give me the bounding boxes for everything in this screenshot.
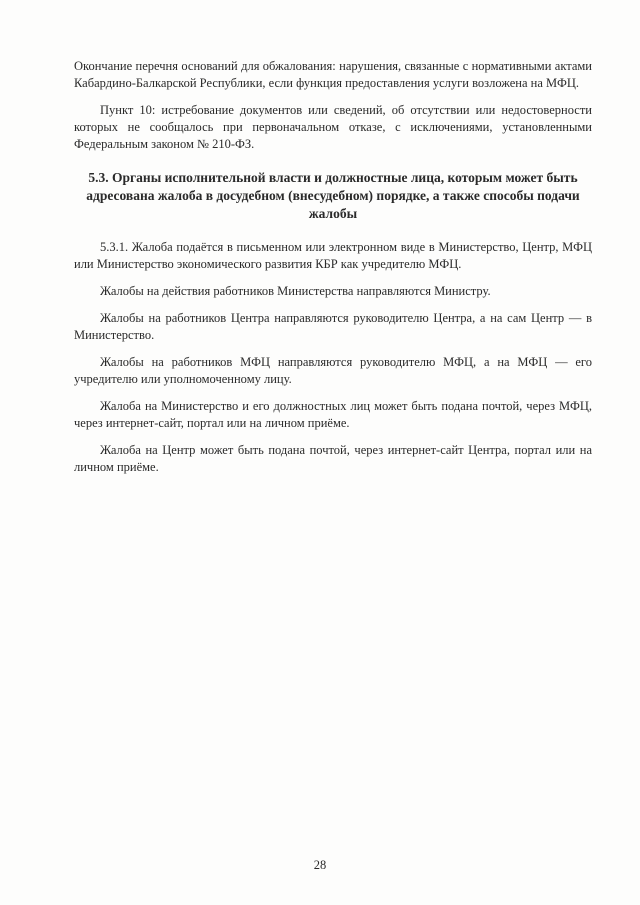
paragraph-before-1: Окончание перечня оснований для обжалования: нарушения, связанные с нормативными актами Кабардино-Балкарской Республики, если функция предоставления услуги возложена на МФЦ. [74, 59, 592, 90]
document-body [74, 58, 592, 486]
paragraph-before-2: Пункт 10: истребование документов или сведений, об отсутствии или недостоверности которых не сообщалось при первоначальном отказе, с исключениями, установленными Федеральным законом № 210-ФЗ. [74, 103, 592, 151]
paragraph-after-3: Жалобы на работников Центра направляются руководителю Центра, а на сам Центр — в Министерство. [74, 311, 592, 342]
paragraph-after-2: Жалобы на действия работников Министерства направляются Министру. [100, 284, 491, 298]
paragraph-after-1: 5.3.1. Жалоба подаётся в письменном или электронном виде в Министерство, Центр, МФЦ или Министерство экономического развития КБР как учредителю МФЦ. [74, 240, 592, 271]
paragraph-after-4: Жалобы на работников МФЦ направляются руководителю МФЦ, а на МФЦ — его учредителю или уполномоченному лицу. [74, 355, 592, 386]
paragraph-after-5: Жалоба на Министерство и его должностных лиц может быть подана почтой, через МФЦ, через интернет-сайт, портал или на личном приёме. [74, 399, 592, 430]
section-heading: 5.3. Органы исполнительной власти и должностные лица, которым может быть адресована жалоба в досудебном (внесудебном) порядке, а также способы подачи жалобы [86, 170, 580, 221]
page-number: 28 [313, 858, 327, 872]
paragraph-after-6: Жалоба на Центр может быть подана почтой, через интернет-сайт Центра, портал или на личном приёме. [74, 443, 592, 474]
